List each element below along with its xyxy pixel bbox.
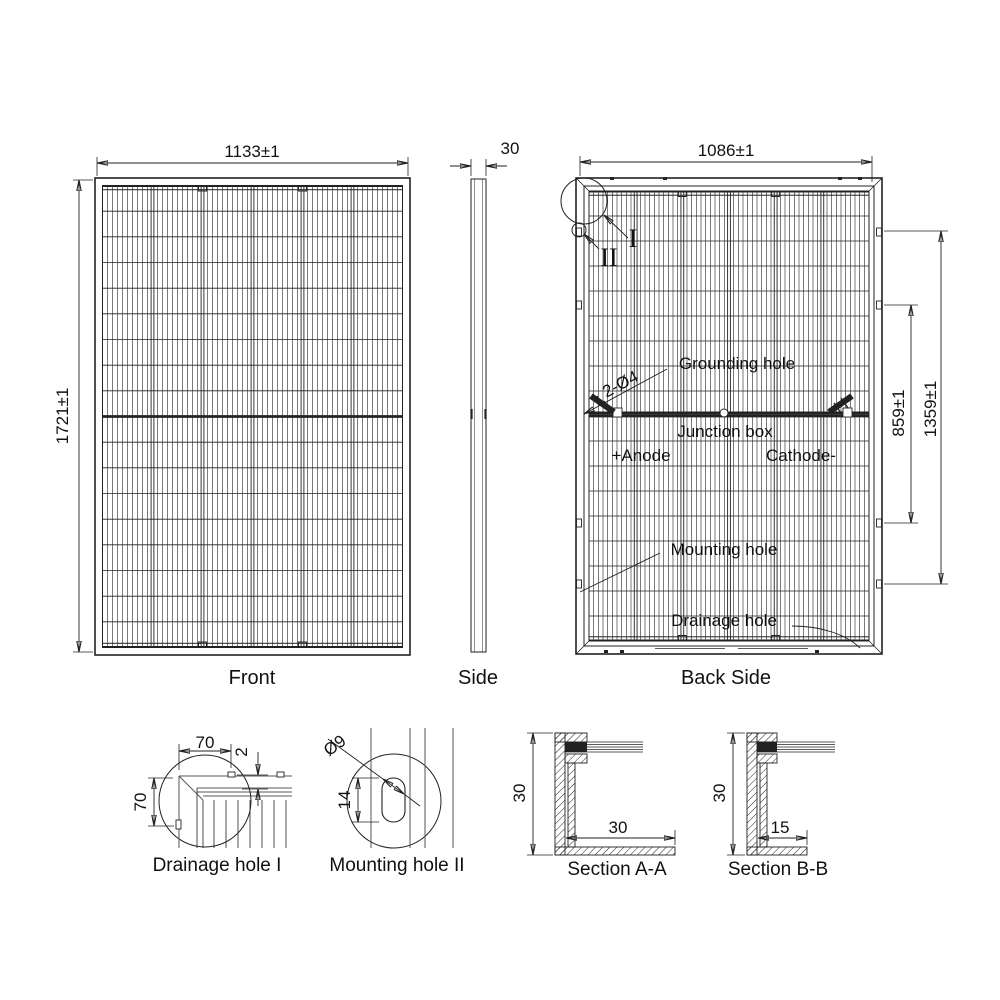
mounting-hole-text: Mounting hole — [670, 540, 778, 559]
bb-height-text: 30 — [710, 783, 729, 803]
mounting-hole-detail — [320, 728, 465, 876]
aa-inner-wall — [568, 763, 575, 847]
drainage-offset-y-text: 70 — [131, 792, 150, 812]
bb-bottom-flange — [747, 847, 807, 855]
aa-bottom-flange — [555, 847, 675, 855]
front-view-label: Front — [228, 667, 276, 689]
top-drainage-slot — [228, 772, 235, 777]
side-outline — [471, 179, 486, 652]
drainage-detail-label: Drainage hole I — [152, 855, 282, 876]
front-width-dimension — [97, 142, 408, 176]
back-view — [561, 141, 948, 689]
bb-laminate — [757, 742, 835, 752]
aa-outer-wall — [555, 733, 565, 855]
back-view-label: Back Side — [680, 667, 772, 689]
aa-clamp-lip — [565, 754, 587, 763]
side-view-label: Side — [457, 667, 499, 689]
front-height-text: 1721±1 — [53, 387, 72, 445]
aa-flange-dimension — [566, 818, 675, 845]
drainage-detail-cell-lines — [214, 800, 286, 848]
section-bb — [710, 733, 835, 880]
side-thickness-text: 30 — [500, 139, 520, 158]
aa-laminate — [565, 742, 643, 752]
front-height-dimension — [53, 180, 93, 652]
drainage-hole-detail — [131, 733, 292, 876]
side-mid-joint — [470, 409, 472, 419]
front-width-text: 1133±1 — [224, 142, 280, 161]
detail-marker-II-text: II — [600, 243, 618, 272]
mounting-diameter-text: Ø9 — [320, 731, 350, 760]
section-bb-label: Section B-B — [727, 859, 829, 880]
back-width-text: 1086±1 — [697, 141, 755, 160]
bb-clamp-lip — [757, 754, 777, 763]
junction-box-text: Junction box — [677, 422, 773, 441]
back-mount-outer-text: 1359±1 — [921, 380, 940, 438]
mounting-slot — [382, 778, 405, 822]
bb-height-dimension — [710, 733, 745, 855]
section-aa-label: Section A-A — [567, 859, 667, 880]
section-aa — [510, 733, 675, 880]
drainage-slot-text: 2 — [232, 747, 251, 757]
mounting-detail-label: Mounting hole II — [329, 855, 465, 876]
drainage-offset-y-dimension — [131, 778, 174, 826]
drainage-offset-x-dimension — [179, 733, 231, 770]
front-view — [53, 142, 410, 689]
anode-text: +Anode — [611, 446, 671, 465]
mounting-length-dimension — [335, 778, 379, 822]
detail-marker-I-text: I — [628, 224, 638, 253]
drainage-hole-text: Drainage hole — [671, 611, 777, 630]
top-drainage-slot-2 — [277, 772, 284, 777]
aa-top-flange — [555, 733, 587, 742]
aa-height-dimension — [510, 733, 553, 855]
side-mid-joint — [484, 409, 486, 419]
grounding-hole-text: Grounding hole — [678, 354, 796, 373]
side-thickness-dimension — [450, 139, 519, 176]
cathode-text: Cathode- — [766, 446, 836, 465]
bb-outer-wall — [747, 733, 757, 855]
aa-height-text: 30 — [510, 783, 529, 803]
detail-boundary-circle-2 — [347, 754, 441, 848]
side-drainage-slot — [176, 820, 181, 829]
back-width-dimension — [580, 141, 872, 182]
drainage-slot-dimension — [232, 747, 268, 806]
back-mount-inner-text: 859±1 — [889, 389, 908, 437]
junction-box-center — [720, 409, 728, 417]
side-view — [450, 139, 519, 689]
grounding-spec-text: 2-Ø4 — [599, 366, 642, 402]
junction-box-right — [843, 408, 852, 417]
bb-top-flange — [747, 733, 777, 742]
bb-flange-text: 15 — [770, 818, 790, 837]
back-mount-inner-dimension — [884, 305, 918, 523]
detail-boundary-circle — [159, 755, 251, 847]
mounting-length-text: 14 — [335, 790, 354, 810]
drainage-offset-x-text: 70 — [195, 733, 215, 752]
bb-inner-wall — [760, 763, 767, 847]
aa-flange-text: 30 — [608, 818, 628, 837]
